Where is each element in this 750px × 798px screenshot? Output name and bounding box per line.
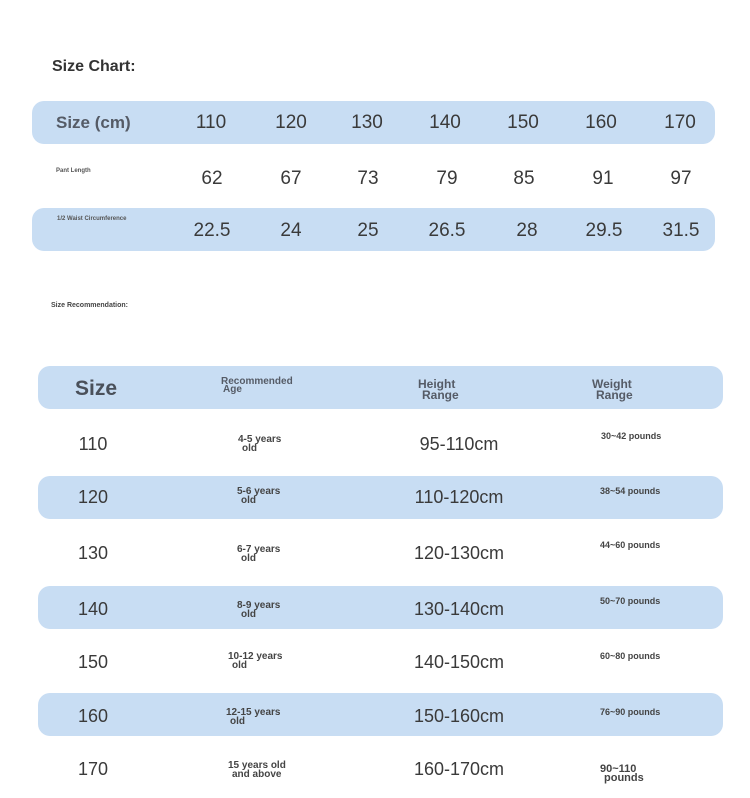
row-age <box>228 761 286 779</box>
pant-length-value: 91 <box>592 168 614 189</box>
pant-length-label: Pant Length <box>56 168 91 174</box>
row-weight: 76~90 pounds <box>600 707 661 717</box>
pant-length-value: 67 <box>280 168 302 189</box>
waist-value: 29.5 <box>585 220 623 241</box>
size-chart-header-size: 160 <box>585 112 617 133</box>
header-height-range <box>418 379 459 401</box>
row-age-line2: old <box>241 609 256 620</box>
pant-length-value: 85 <box>513 168 535 189</box>
row-weight-line2: pounds <box>604 772 644 784</box>
size-chart-header-size: 170 <box>664 112 696 133</box>
row-size: 170 <box>77 759 109 779</box>
header-recommended-age <box>221 378 293 394</box>
row-age <box>226 708 281 726</box>
row-size: 130 <box>77 543 109 563</box>
header-age-line1: Recommended <box>221 376 293 387</box>
header-age-line2: Age <box>223 384 242 395</box>
row-weight: 50~70 pounds <box>600 596 661 606</box>
size-chart-header-size: 150 <box>507 112 539 133</box>
row-height: 140-150cm <box>413 652 505 672</box>
row-age <box>238 435 281 453</box>
row-size: 150 <box>77 652 109 672</box>
row-age <box>228 652 283 670</box>
pant-length-value: 62 <box>201 168 223 189</box>
header-weight-line1: Weight <box>592 377 632 391</box>
pant-length-value: 79 <box>436 168 458 189</box>
size-recommendation-title: Size Recommendation: <box>51 302 129 309</box>
row-weight: 60~80 pounds <box>600 651 661 661</box>
row-height: 130-140cm <box>413 599 505 619</box>
header-weight-range <box>592 379 633 401</box>
row-height: 150-160cm <box>413 706 505 726</box>
waist-value: 22.5 <box>193 220 231 241</box>
size-chart-header-size: 140 <box>429 112 461 133</box>
row-age-line1: 10-12 years <box>228 651 283 662</box>
row-age-line2: and above <box>232 769 282 780</box>
row-age-line1: 6-7 years <box>237 544 281 555</box>
row-height: 95-110cm <box>419 434 499 454</box>
row-weight <box>600 765 644 783</box>
row-weight: 44~60 pounds <box>600 540 661 550</box>
row-age-line1: 4-5 years <box>238 434 282 445</box>
row-age-line2: old <box>232 660 247 671</box>
row-age <box>237 487 280 505</box>
waist-value: 25 <box>357 220 379 241</box>
row-age-line2: old <box>230 716 245 727</box>
row-age-line1: 15 years old <box>228 760 286 771</box>
waist-value: 31.5 <box>662 220 700 241</box>
row-height: 120-130cm <box>413 543 505 563</box>
waist-value: 26.5 <box>428 220 466 241</box>
row-age-line2: old <box>241 553 256 564</box>
size-chart-header-size: 130 <box>351 112 383 133</box>
row-size: 110 <box>78 434 108 454</box>
row-age-line1: 8-9 years <box>237 600 281 611</box>
row-band <box>38 476 723 519</box>
row-age <box>237 601 280 619</box>
header-size: Size <box>75 377 118 400</box>
size-chart-header-size: 120 <box>275 112 307 133</box>
row-size: 140 <box>77 599 109 619</box>
row-age-line1: 12-15 years <box>226 707 281 718</box>
header-height-line1: Height <box>418 377 456 391</box>
size-chart-title: Size Chart: <box>52 58 136 75</box>
pant-length-value: 97 <box>670 168 692 189</box>
waist-value: 24 <box>280 220 302 241</box>
row-size: 120 <box>77 487 109 507</box>
waist-circumference-label: 1/2 Waist Circumference <box>57 216 127 222</box>
header-height-line2: Range <box>422 388 459 402</box>
row-size: 160 <box>77 706 109 726</box>
size-chart-header-label: Size (cm) <box>56 113 131 132</box>
row-age-line2: old <box>242 443 257 454</box>
row-age-line2: old <box>241 495 256 506</box>
row-height: 160-170cm <box>413 759 505 779</box>
row-weight-line1: 90~110 <box>600 763 637 775</box>
header-weight-line2: Range <box>596 388 633 402</box>
size-chart-header-size: 110 <box>195 112 227 133</box>
waist-value: 28 <box>516 220 538 241</box>
row-age-line1: 5-6 years <box>237 486 281 497</box>
row-age <box>237 545 280 563</box>
pant-length-value: 73 <box>357 168 379 189</box>
row-band <box>38 586 723 629</box>
row-height: 110-120cm <box>414 487 504 507</box>
row-weight: 30~42 pounds <box>601 431 662 441</box>
row-weight: 38~54 pounds <box>600 486 661 496</box>
